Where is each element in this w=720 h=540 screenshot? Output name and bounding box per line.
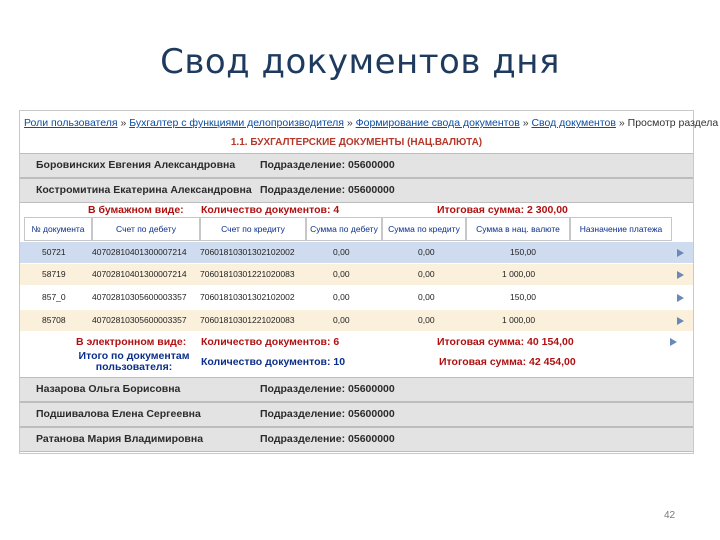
cell-debit-account: 40702810305600003357 <box>92 292 187 302</box>
cell-debit-account: 40702810401300007214 <box>92 247 187 257</box>
breadcrumb-form-summary[interactable]: Формирование свода документов <box>355 117 520 129</box>
person-department: Подразделение: 05600000 <box>260 383 395 395</box>
paper-summary-label: В бумажном виде: <box>88 204 184 216</box>
person-name: Назарова Ольга Борисовна <box>36 383 181 395</box>
grand-total-count: Количество документов: 10 <box>201 356 346 368</box>
person-name: Боровинских Евгения Александровна <box>36 159 236 171</box>
person-name: Костромитина Екатерина Александровна <box>36 184 252 196</box>
grand-total-sum: Итоговая сумма: 42 454,00 <box>439 356 576 368</box>
table-row[interactable] <box>20 310 693 331</box>
cell-nat-sum: 1 000,00 <box>502 269 536 279</box>
cell-credit-account: 70601810301221020083 <box>200 269 295 279</box>
table-row[interactable] <box>20 287 693 308</box>
cell-nat-sum: 150,00 <box>510 247 536 257</box>
cell-debit-sum: 0,00 <box>333 315 350 325</box>
arrow-right-icon[interactable] <box>670 338 677 346</box>
cell-doc-number: 58719 <box>42 269 66 279</box>
cell-debit-sum: 0,00 <box>333 269 350 279</box>
person-department: Подразделение: 05600000 <box>260 433 395 445</box>
cell-debit-sum: 0,00 <box>333 247 350 257</box>
cell-doc-number: 85708 <box>42 315 66 325</box>
arrow-right-icon[interactable] <box>677 271 684 279</box>
breadcrumb-separator: » <box>522 117 529 129</box>
breadcrumb-separator: » <box>120 117 127 129</box>
arrow-right-icon[interactable] <box>677 317 684 325</box>
page-number: 42 <box>664 510 676 521</box>
arrow-right-icon[interactable] <box>677 294 684 302</box>
electronic-summary-label: В электронном виде: <box>76 336 187 348</box>
col-purpose[interactable]: Назначение платежа <box>570 217 672 241</box>
col-credit-account[interactable]: Счет по кредиту <box>200 217 306 241</box>
cell-debit-sum: 0,00 <box>333 292 350 302</box>
paper-summary-sum: Итоговая сумма: 2 300,00 <box>437 204 568 216</box>
person-department: Подразделение: 05600000 <box>260 408 395 420</box>
paper-summary-count: Количество документов: 4 <box>201 204 340 216</box>
col-nat-sum[interactable]: Сумма в нац. валюте <box>466 217 570 241</box>
person-name: Подшивалова Елена Сергеевна <box>36 408 201 420</box>
electronic-summary-count: Количество документов: 6 <box>201 336 340 348</box>
electronic-summary <box>20 336 693 349</box>
grand-total <box>20 351 693 375</box>
person-department: Подразделение: 05600000 <box>260 184 395 196</box>
person-row[interactable] <box>20 377 693 402</box>
electronic-summary-sum: Итоговая сумма: 40 154,00 <box>437 336 574 348</box>
breadcrumb-doc-summary[interactable]: Свод документов <box>531 117 616 129</box>
table-row[interactable] <box>20 242 693 263</box>
breadcrumb <box>24 117 718 129</box>
section-title: 1.1. БУХГАЛТЕРСКИЕ ДОКУМЕНТЫ (НАЦ.ВАЛЮТА) <box>230 137 483 148</box>
table-row[interactable] <box>20 264 693 285</box>
breadcrumb-user-roles[interactable]: Роли пользователя <box>24 117 118 129</box>
breadcrumb-accountant[interactable]: Бухгалтер с функциями делопроизводителя <box>129 117 344 129</box>
col-debit-sum[interactable]: Сумма по дебету <box>306 217 382 241</box>
col-doc-number[interactable]: № документа <box>24 217 92 241</box>
cell-credit-sum: 0,00 <box>418 292 435 302</box>
cell-doc-number: 50721 <box>42 247 66 257</box>
cell-credit-sum: 0,00 <box>418 315 435 325</box>
person-row[interactable] <box>20 178 693 203</box>
screenshot-panel <box>19 110 719 454</box>
arrow-right-icon[interactable] <box>677 249 684 257</box>
col-debit-account[interactable]: Счет по дебету <box>92 217 200 241</box>
cell-credit-sum: 0,00 <box>418 247 435 257</box>
paper-summary <box>20 204 693 217</box>
cell-credit-account: 70601810301302102002 <box>200 247 295 257</box>
cell-credit-sum: 0,00 <box>418 269 435 279</box>
breadcrumb-separator: » <box>618 117 625 129</box>
cell-credit-account: 70601810301221020083 <box>200 315 295 325</box>
cell-doc-number: 857_0 <box>42 292 66 302</box>
breadcrumb-separator: » <box>346 117 353 129</box>
grand-total-label: Итого по документам пользователя: <box>78 350 190 373</box>
person-row[interactable] <box>20 427 693 452</box>
cell-nat-sum: 150,00 <box>510 292 536 302</box>
person-name: Ратанова Мария Владимировна <box>36 433 204 445</box>
col-credit-sum[interactable]: Сумма по кредиту <box>382 217 466 241</box>
person-row[interactable] <box>20 153 693 178</box>
cell-debit-account: 40702810401300007214 <box>92 269 187 279</box>
cell-nat-sum: 1 000,00 <box>502 315 536 325</box>
person-department: Подразделение: 05600000 <box>260 159 395 171</box>
cell-debit-account: 40702810305600003357 <box>92 315 187 325</box>
cell-credit-account: 70601810301302102002 <box>200 292 295 302</box>
slide-title: Свод документов дня <box>160 42 560 82</box>
table-header <box>20 217 693 241</box>
person-row[interactable] <box>20 402 693 427</box>
breadcrumb-current: Просмотр раздела <box>627 117 719 129</box>
